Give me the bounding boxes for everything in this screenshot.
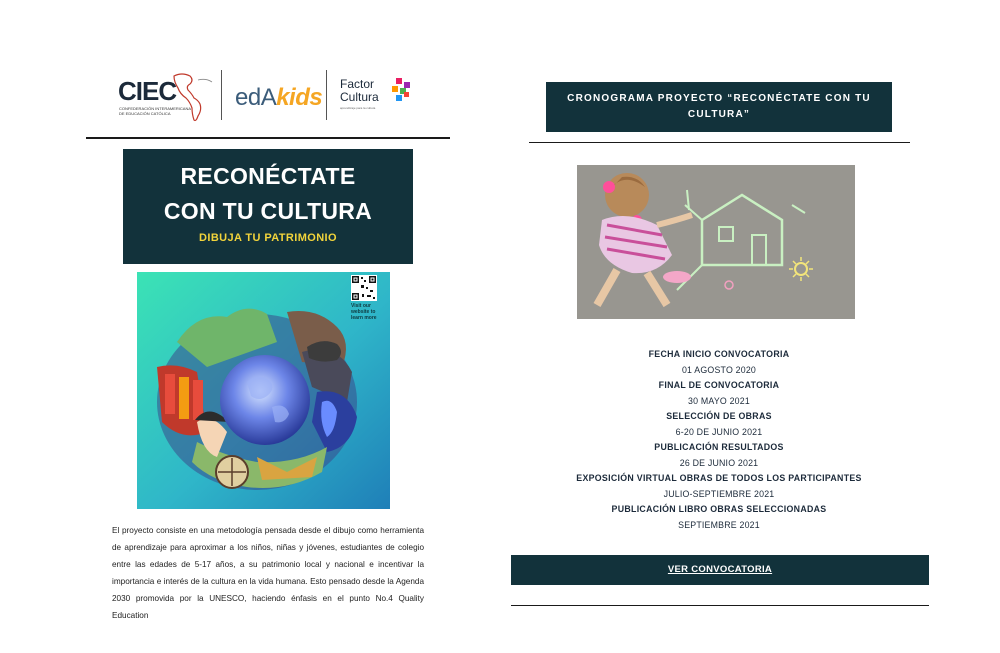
hero-title-line1: RECONÉCTATE bbox=[180, 163, 356, 189]
schedule-item-label: PUBLICACIÓN LIBRO OBRAS SELECCIONADAS bbox=[611, 504, 827, 514]
project-description: El proyecto consiste en una metodología pensada desde el dibujo como herramienta de aprendizaje para aproximar a los niños, niñas y jóvenes, estudiantes de colegio entre las edades de 5-17 años, a su patrimonio local y nacional e incentivar la importancia e interés de la cultura en la vida humana. Esto pensado desde la Agenda 2030 promovida por la UNESCO, haciendo énfasis en el punto No.4 Quality Education bbox=[112, 526, 424, 620]
schedule-item-label: FINAL DE CONVOCATORIA bbox=[658, 380, 780, 390]
poster-illustration bbox=[137, 272, 390, 509]
schedule-item-label: PUBLICACIÓN RESULTADOS bbox=[654, 442, 784, 452]
hero-subtitle: DIBUJA TU PATRIMONIO bbox=[199, 232, 337, 244]
schedule-item bbox=[529, 347, 909, 378]
factor-cultura-logo bbox=[340, 78, 379, 104]
cronograma-title: CRONOGRAMA PROYECTO “RECONÉCTATE CON TU CULTURA” bbox=[567, 93, 871, 120]
schedule-item bbox=[529, 409, 909, 440]
qr-code-icon bbox=[351, 275, 377, 301]
schedule-item-label: FECHA INICIO CONVOCATORIA bbox=[648, 349, 790, 359]
factor-cultura-line2: Cultura bbox=[340, 90, 379, 104]
americas-map-icon bbox=[168, 72, 218, 124]
edakids-logo-prefix: edA bbox=[235, 84, 277, 111]
hero-title-line2: CON TU CULTURA bbox=[163, 198, 373, 224]
child-drawing-image bbox=[577, 165, 855, 319]
schedule-item-date: SEPTIEMBRE 2021 bbox=[678, 519, 760, 530]
hero-title-box bbox=[123, 149, 413, 264]
logo-divider bbox=[221, 70, 222, 120]
ciec-logo bbox=[118, 72, 213, 118]
divider-line bbox=[86, 137, 450, 139]
schedule-list bbox=[529, 347, 909, 533]
schedule-item-date: 6-20 DE JUNIO 2021 bbox=[675, 426, 763, 437]
divider-line bbox=[529, 142, 910, 143]
ver-convocatoria-link[interactable]: VER CONVOCATORIA bbox=[667, 564, 773, 575]
schedule-item-label: SELECCIÓN DE OBRAS bbox=[666, 411, 772, 421]
edakids-logo bbox=[235, 84, 322, 112]
factor-cultura-line1: Factor bbox=[340, 77, 375, 91]
ver-convocatoria-button[interactable] bbox=[511, 555, 929, 585]
ciec-logo-subtitle: CONFEDERACIÓN INTERAMERICANA DE EDUCACIÓN CATÓLICA bbox=[119, 106, 191, 116]
child-drawing-photo bbox=[577, 165, 855, 319]
schedule-item bbox=[529, 471, 909, 502]
logo-divider bbox=[326, 70, 327, 120]
cronograma-header bbox=[546, 82, 892, 132]
divider-line bbox=[511, 605, 929, 606]
factor-cultura-subtitle: aprendizaje para la cultura bbox=[340, 106, 376, 110]
schedule-item-date: 30 MAYO 2021 bbox=[688, 395, 750, 406]
partner-logos bbox=[118, 66, 418, 124]
schedule-item bbox=[529, 378, 909, 409]
qr-caption: Visit our website to learn more bbox=[351, 303, 377, 321]
edakids-logo-suffix: kids bbox=[276, 84, 323, 111]
hero-title bbox=[123, 159, 413, 229]
ciec-logo-text: CIEC bbox=[118, 76, 177, 106]
schedule-item-label: EXPOSICIÓN VIRTUAL OBRAS DE TODOS LOS PARTICIPANTES bbox=[576, 473, 862, 483]
schedule-item-date: 26 DE JUNIO 2021 bbox=[679, 457, 759, 468]
mosaic-icon bbox=[388, 78, 412, 102]
schedule-item bbox=[529, 502, 909, 533]
schedule-item-date: 01 AGOSTO 2020 bbox=[681, 364, 757, 375]
schedule-item-date: JULIO-SEPTIEMBRE 2021 bbox=[663, 488, 775, 499]
schedule-item bbox=[529, 440, 909, 471]
